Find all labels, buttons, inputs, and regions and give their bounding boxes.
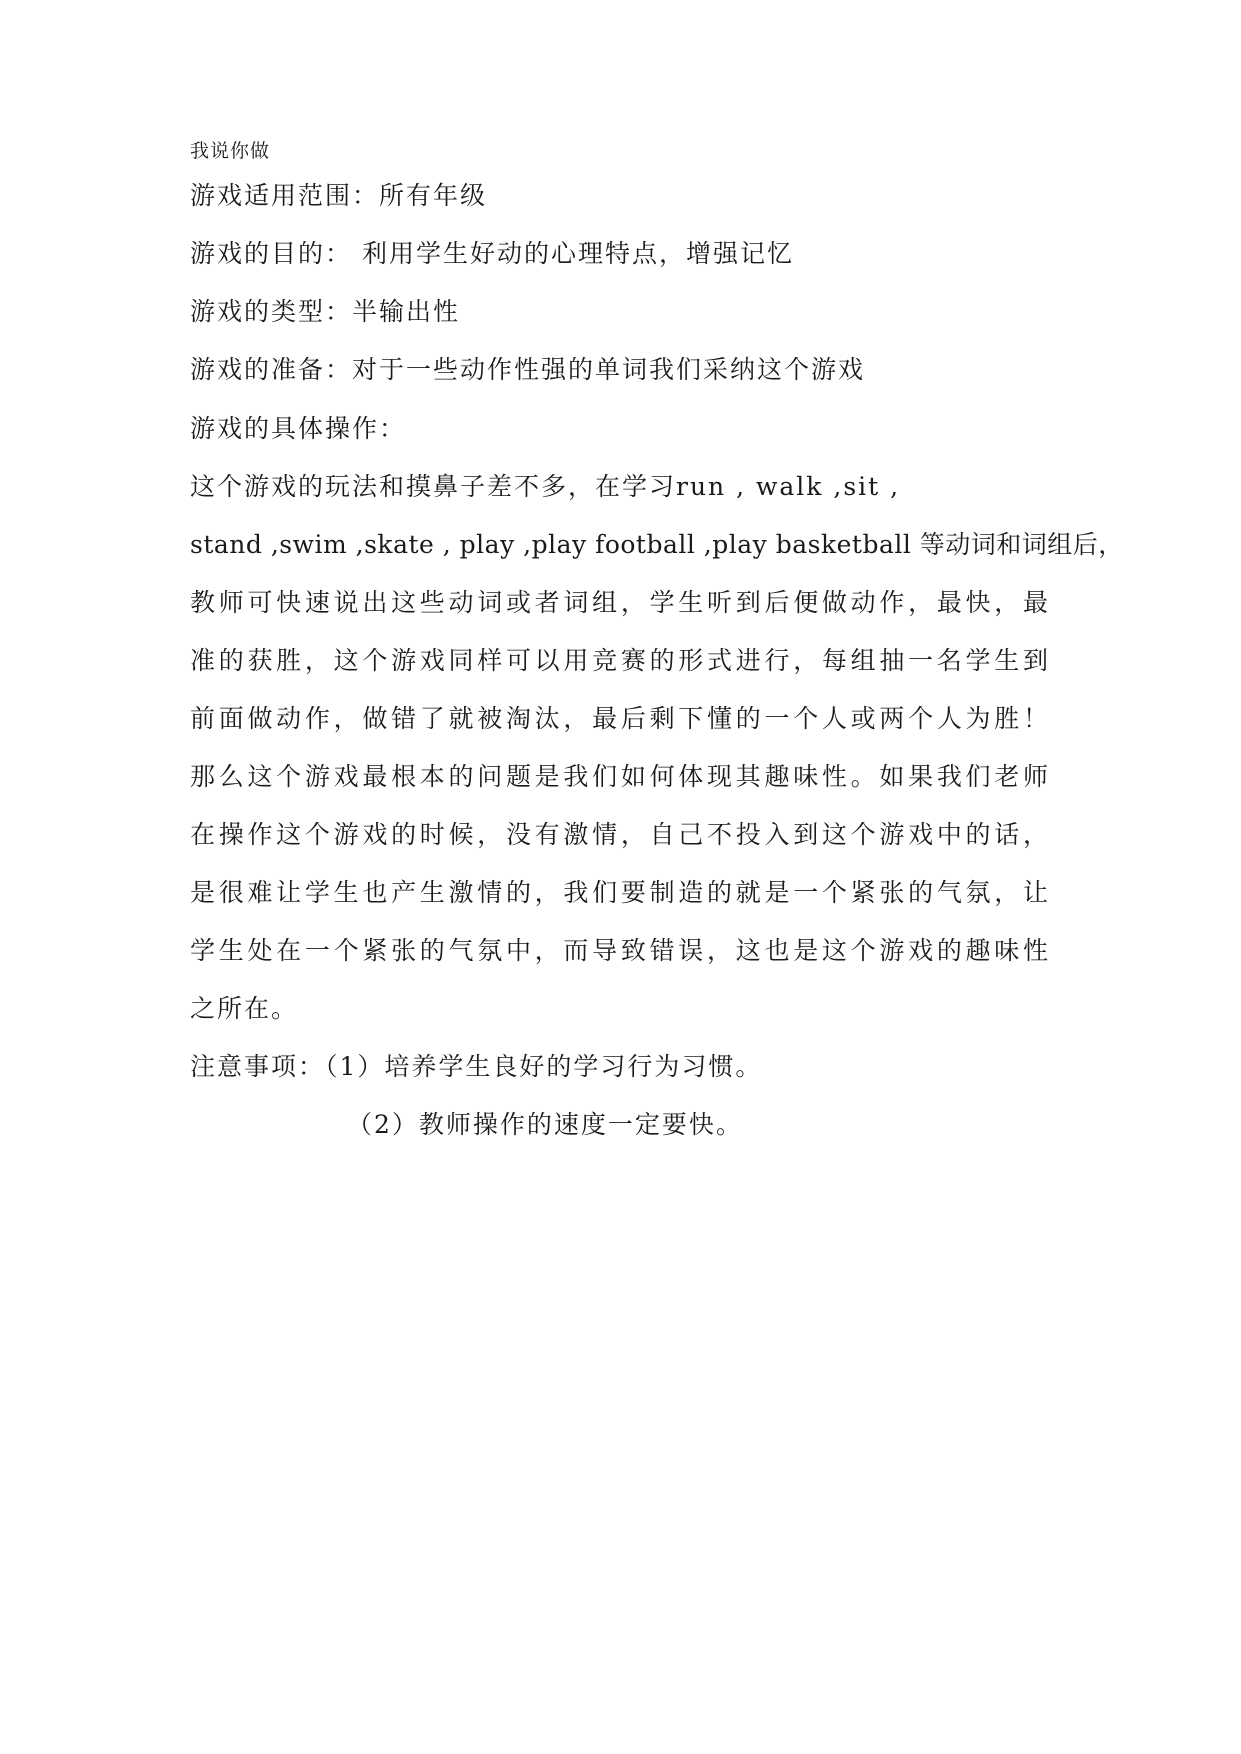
body-line: 学生处在一个紧张的气氛中，而导致错误，这也是这个游戏的趣味性 [190,936,1050,965]
note-2: （2）教师操作的速度一定要快。 [347,1110,743,1139]
body-line: 这个游戏的玩法和摸鼻子差不多，在学习run , walk ,sit , [190,472,901,501]
body-line: 在操作这个游戏的时候，没有激情，自己不投入到这个游戏中的话， [190,820,1050,849]
body-line: 之所在。 [190,994,299,1023]
body-line: 那么这个游戏最根本的问题是我们如何体现其趣味性。如果我们老师 [190,762,1050,791]
field-scope: 游戏适用范围：所有年级 [190,181,488,210]
body-line: 教师可快速说出这些动词或者词组，学生听到后便做动作，最快，最 [190,588,1050,617]
field-purpose: 游戏的目的： 利用学生好动的心理特点，增强记忆 [190,239,794,268]
body-line: 准的获胜，这个游戏同样可以用竞赛的形式进行，每组抽一名学生到 [190,646,1050,675]
field-operation: 游戏的具体操作： [190,414,407,443]
body-line: stand ,swim ,skate , play ,play football ,play basketball 等动词和词组后， [190,530,1124,559]
note-1: 注意事项：（1）培养学生良好的学习行为习惯。 [190,1052,763,1081]
field-type: 游戏的类型：半输出性 [190,297,461,326]
body-line: 前面做动作，做错了就被淘汰，最后剩下懂的一个人或两个人为胜！ [190,704,1050,733]
body-line: 是很难让学生也产生激情的，我们要制造的就是一个紧张的气氛，让 [190,878,1050,907]
document-title: 我说你做 [190,140,271,162]
field-preparation: 游戏的准备：对于一些动作性强的单词我们采纳这个游戏 [190,355,866,384]
